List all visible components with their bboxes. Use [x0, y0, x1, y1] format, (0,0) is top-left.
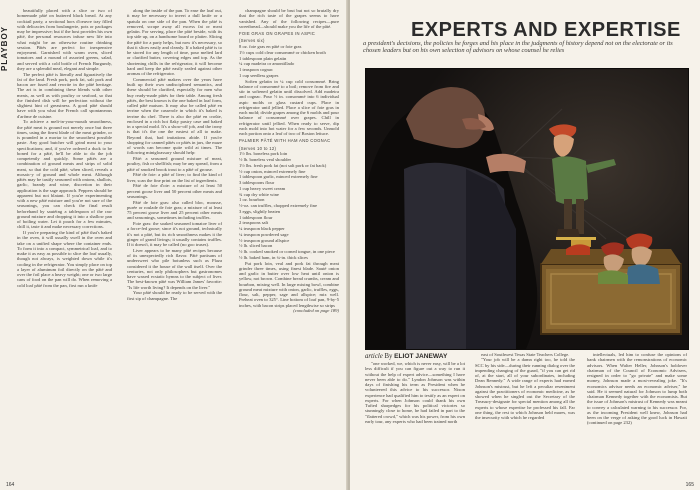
body-paragraph: intellectuals, led him to confuse the opinions of bank chairmen with the remonstrations of economic advisors. When Walter Heller, Johnson's holdover chairman of the Council of Economic Advisers, resigned in order to "go private" and make some money, Johnson made a most-revealing joke. "It's economics advisor needs an economic adviser," he said. He it seemed natural for Johnson to lump both chairman Kennedy together with the economists. But the issue of Johnson's mistrust of Kennedy was meant to convey a calculated warning to his successor. For, as the incoming President well knew, Johnson had been on the verge of asking the good luck in Hawaii (continued on page 232)	[587, 352, 687, 426]
paragraph: 1 cup heavy sweet cream	[239, 185, 286, 191]
body-paragraph: east of Southwest Texas State Teachers College.	[481, 352, 570, 357]
running-head: PLAYBOY	[0, 26, 9, 71]
paragraph: 1½ cups cold clear consommé or chicken broth	[239, 49, 326, 55]
illustration	[365, 68, 689, 350]
folio-left: 164	[6, 482, 15, 488]
paragraph: 8 oz. foie gras en pâté or foie gras	[239, 44, 302, 49]
paragraph: ¼ teaspoon powdered sage	[239, 231, 289, 237]
paragraph: 3 eggs, slightly beaten	[239, 208, 281, 214]
paragraph: Pâté: a seasoned ground mixture of meat, poultry, fish or shellfish; may be any spread, from a pâté of smoked brook trout to a pâté of grouse.	[127, 156, 222, 172]
paragraph: If you're preparing the kind of pâté that's baked in the oven, it will usually swell in the oven and take on a unified shape where the container ends. To form it into a compact, symmetrical loaf, and to make it as easy as possible to slice the loaf usually, though not always, is weighted down while it's cooling in the refrigerator. You simply place on top a layer of aluminum foil directly on the pâté and over the foil place a heavy weight; one or two large cans of food on the pan will do. When removing a cold loaf pâté from the pan, first run a knife	[17, 230, 112, 288]
paragraph: Pâté de foie d'oie: a mixture of at least 50 percent goose liver and 50 percent other meats and seasonings.	[127, 183, 222, 199]
paragraph: ½ lb. sliced bacon	[239, 243, 273, 249]
paragraph: Pâté de foie gras: also called bloc, mousse, purée or roulade de foie gras; a mixture of at least 75 percent goose liver and 25 percent other meats and seasonings, sometimes including truffles.	[127, 199, 222, 221]
paragraph: (Serves six)	[239, 38, 265, 44]
article-title: EXPERTS AND EXPERTISE	[411, 19, 681, 41]
paragraph: Commercial pâté makers over the years have built up their own undisciplined semantics, and these should be clarified, especially for men who buy ready-made pâtés for their table. Among fresh pâtés, the best known is the one baked in loaf form, called pâté maison. It may also be called pâté en terrine when the casserole in which it's baked is terrine du chef. There is also the pâté en croûte, enclosed in a rich hot flaky pastry case and baked in a special mold. It's a show-off job, and the irony is that it's the one the easiest of all to make. Beyond that, bad imitations abide. If you're shopping for canned pâtés or pâtés in jars, the maze of words can become quite wild at times. The following minigloassary should help:	[127, 76, 222, 156]
paragraph: Liver appears to be many pâté recipes because of its unexpectedly rich flavor. Pâté partisans of undersweet who pile boiunless such as Plaza considered it the house of the wall itself. Over the centuries, not only philosophers but gastronomes have waxed ecstatic hymns to the subject of liver. The best-known pâté was William James' favorite: "Is life worth living? It depends on the liver."	[127, 247, 222, 290]
paragraph: Pâté de foie: a pâté of liver; to find the kind of liver, scan the fine print on the list of ingredients.	[127, 172, 222, 183]
paragraph: Your pâté should be ready to be served with the first sip of champagne. The	[127, 290, 222, 301]
paragraph: FOIE GRAS ON GRAPES IN ASPIC	[239, 31, 316, 36]
paragraph: ½ lb. cooked smoked or corned tongue, in one piece	[239, 249, 335, 254]
byline	[365, 353, 447, 360]
byline-author: ELIOT JANEWAY	[394, 353, 448, 360]
paragraph: 3 tablespoons flour	[239, 180, 275, 185]
paragraph: 1 oz. bourbon	[239, 197, 265, 203]
body-column-1	[365, 361, 465, 477]
paragraph: ½ lb. baked ham, in ¼-in. thick slices	[239, 254, 308, 260]
paragraph: beautifully placed with a slice or two of homemade pâté on buttered black bread. At any cocktail party, a sectional hors d'oeuvre tray filled with delicacies from boulangerie, pots or packages may be impressive; but if the host provides his own pâté, the personal resources infuse new life into what might be an otherwise routine drinking session. Pâtés are perfect for inexpensive enjoyment. Garnished with warm oven, sliced tomatoes and a mound of assorted greens, salad, and served with a cold bottle of French Burgundy, they are a splendid meal, elegant and simple.	[17, 8, 112, 71]
body-paragraph: "Your job will be a damn right too, he told the SCC by his side—during their running dialog over the impending changing of the guard, "if you can get rid of, at the start, all of your subordinates, including Dean Rennedy." A wide range of experts had earned Johnson's mistrust, but he left a peculiar resentment against the practitioners of economic medicine, as he showed when he singled out the Secretary of the Treasury-designate for special mention among all the experts to whose expertise he professed his fall. Far one thing, the rest to which Johnson held mares, was the insecurity with which he regarded	[475, 357, 575, 420]
folio-right: 165	[685, 482, 694, 488]
paragraph: ¼ cup madeira or amontillado	[239, 61, 295, 67]
paragraph: The perfect pâté is literally and figuratively the fat of the land. Fresh pork, pork fat, salt pork and bacon are fused and rewrite in the pâté heritage. The art is in combining these blends with other meats, as well as with poultry or seafood, so that the finished dish will be perfection without the slightest hint of greasiness. A good pâté should have with you what the French call spontaneous d'arôme de cuisine.	[17, 71, 112, 119]
body-column-2	[475, 352, 575, 477]
paragraph: 1½ lbs. boneless pork loin	[239, 151, 288, 157]
paragraph: 1 tablespoon garlic, minced extremely fine	[239, 174, 318, 180]
paragraph: along the inside of the pan. To ease the loaf out, it may be necessary to invert a dull knife or a spatula on one side of the pan. When the pâté is removed, scrape away all excess fat or meat gelatin. For serving, place the pâté beside, with its top side up, on a handsome board or platter. Slicing the pâté for a party helps, but now it's necessary, so that it slices easily and cleanly. If a baked pâté is to be stored for any length of time, pour melted lard or clarified butter, covering edges and top. As the shortening chills in the refrigerator, it will become hard and keep the pâté easily sealed against other aromas of the refrigerator.	[127, 8, 222, 76]
body-paragraph: "one worked, we, which is never easy, will be a lot less difficult if you can figure out a way to run it without the help of expert advice—something I have never been able to do." Lyndon Johnson was within days of finishing his term as President when he volunteered this advice to his successor. Nixon experience had qualified him to testify as an expert on experts. For when Johnson could thank his own Tufted sharpedges for his political victories so stunningly close to home, he had failed in part to the "flattered crowd," which was his power, from his own early tour, any experts who had been trained north	[365, 361, 465, 424]
paragraph: champagne should be brut but not so brutally dry that the rich taste of the grapes seems to have vanished. Any of the following recipes—pure sweetbread—should make you the life of the pâté.	[239, 8, 339, 29]
paragraph: ¾ cup dry white wine	[239, 191, 279, 197]
paragraph: 1 tablespoon plain gelatin	[239, 55, 287, 61]
paragraph: PALMIER PÂTÉ WITH HAM AND COGNAC	[239, 138, 331, 144]
paragraph: Soften gelatin in ¼ cup cold consommé. Bring balance of consommé to a boil; remove from fire and stir in softened gelatin until dissolved. Add madeira and cognac. Pour ½ in. consommé into 6 individual aspic molds or glass custard cups. Place in refrigerator until jellied. Place a slice of foie gras in each mold; divide grapes among the 6 molds and pour balance of consommé over grapes. Chill in refrigerator until jellied. When ready to serve, dip each mold into hot water for a few seconds. Unmold each portion onto a leaf of two of Boston lettuce.	[239, 78, 339, 136]
paragraph: 1 teaspoon cognac	[239, 67, 273, 72]
body-column-3	[587, 352, 687, 477]
continuation-note: (concluded on page 189)	[293, 308, 339, 314]
text-column-3	[239, 8, 339, 473]
paragraph: ¼ teaspoon black pepper	[239, 226, 285, 231]
paragraph: To achieve a melt-in-your-mouth smoothness, the pâté meat is ground not merely once but three times, using the finest blade of the meat grinder, or is pounded in a mortar to the smoothest possible paste. Any good butcher will grind meat to your specifications; and, if you've ordered a duck to be boned for a pâté, he'll be able to do the job competently and quickly. Some pâtés are a combination of ground meats and strips of solid meat, so that the cold pâté, when sliced, reveals a mosaic-y of ground and whole meat. Although pâtés may be tastily seasoned with onions, shallots, garlic, brandy and wine, discretion in their application is the sage approach. Peppers should be apparent but not blatant. If you're experimenting with a new pâté mixture and you're not sure of the seasonings, you can check the final result beforehand by sautéing a tablespoon of the raw ground mixture and dropping it into a shallow pan of boiling water. Let it poach for a few minutes, chill it, taste it and make necessary corrections.	[17, 119, 112, 230]
article-deck: a president's decisions, the policies he forges and his place in the judgments of history depend not on the electorate or its chosen leaders but on his own selection of advisors on whose counsel he relies	[363, 40, 673, 55]
puppeteer-illustration	[366, 69, 688, 349]
paragraph: ½-oz. can truffles, chopped extremely fine	[239, 203, 317, 208]
paragraph: ½ cup onion, minced extremely fine	[239, 168, 306, 174]
left-page	[0, 0, 348, 490]
paragraph: Put pork loin, veal and pork fat through meat grinder three times, using finest blade. Sauté onion and garlic in butter over low heat until onion is yellow, not brown. Combine bread crumbs, cream and bourbon, mixing well. In large mixing bowl, combine ground meat mixture with onion, garlic, truffles, eggs, flour, salt, pepper, sage and allspice; mix well. Preheat oven to 325°. Line bottom of loaf pan, 9-by-5 inches, with bacon strips placed lengthwise so strips	[239, 260, 339, 308]
paragraph: ½ lb. boneless veal shoulder	[239, 157, 292, 162]
paragraph: 1½ lbs. fresh pork fat (not salt pork or fat back)	[239, 162, 327, 168]
text-column-1	[17, 8, 112, 473]
paragraph: 1 cup seedless grapes	[239, 72, 279, 78]
paragraph: Foie gras: the soaked seasoned tomatoe liver of a force-fed goose; since it's not ground, technically it's not a pâté, but its rich smoothness makes it the ginger of grand livings; it usually contains truffles. If it doesn't, it may be called (no goo truses).	[127, 221, 222, 247]
paragraph: ½ teaspoon ground allspice	[239, 237, 290, 243]
text-column-2	[127, 8, 222, 473]
paragraph: (Serves 10 to 12)	[239, 145, 277, 151]
paragraph: 1 tablespoon flour	[239, 214, 273, 220]
byline-label: article	[365, 353, 383, 360]
paragraph: 2 teaspoons salt	[239, 220, 269, 226]
byline-by: By	[384, 353, 393, 360]
